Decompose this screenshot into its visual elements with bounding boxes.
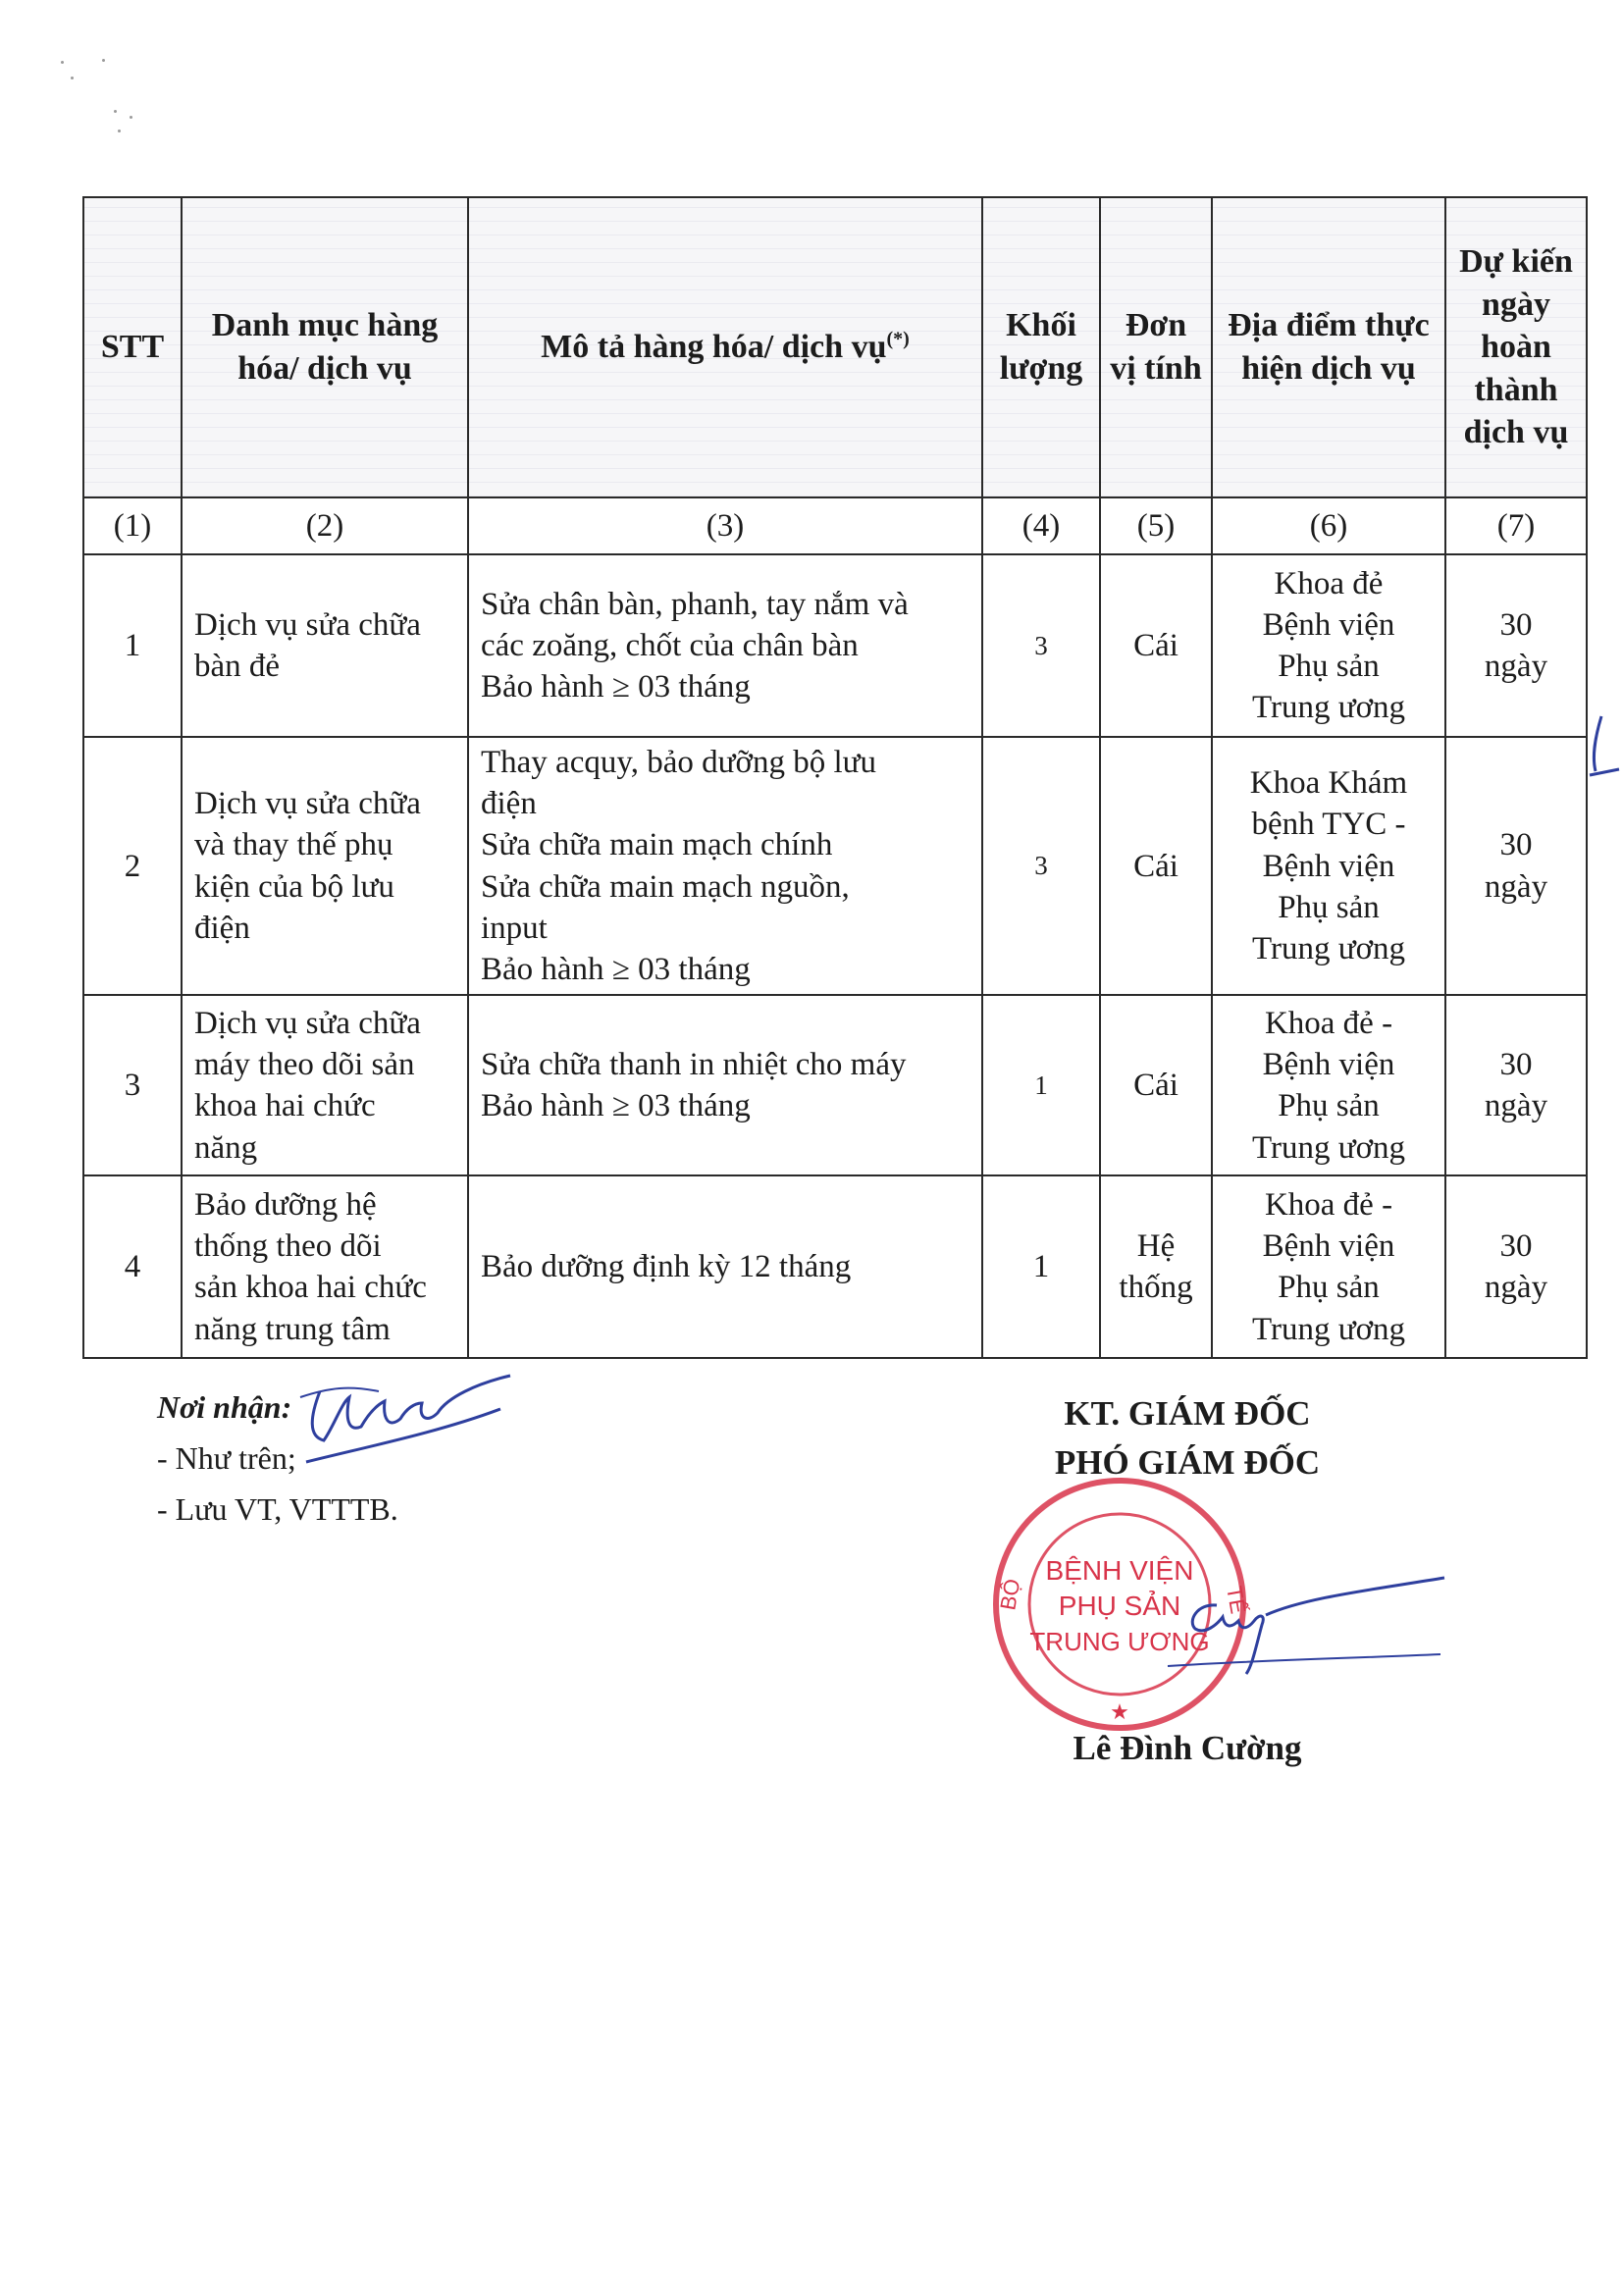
signer-line1: KT. GIÁM ĐỐC	[1064, 1394, 1311, 1433]
column-number: (5)	[1100, 497, 1212, 554]
table-row	[83, 1175, 1587, 1358]
row-stt: 1	[83, 554, 182, 737]
recipient-item: - Như trên;	[157, 1440, 296, 1476]
initials-signature	[290, 1358, 516, 1466]
row-stt: 2	[83, 737, 182, 995]
row-item: Dịch vụ sửa chữa và thay thế phụ kiện của bộ lưu điện	[182, 737, 468, 995]
signer-line2: PHÓ GIÁM ĐỐC	[1054, 1443, 1321, 1482]
row-qty: 1	[982, 1175, 1100, 1358]
column-number: (4)	[982, 497, 1100, 554]
header-unit: Đơn vị tính	[1100, 197, 1212, 497]
table-row	[83, 554, 1587, 737]
handwritten-signature	[1158, 1564, 1452, 1682]
row-deadline: 30 ngày	[1445, 737, 1587, 995]
table-header-row	[83, 197, 1587, 497]
column-number: (2)	[182, 497, 468, 554]
table-row	[83, 737, 1587, 995]
row-deadline: 30 ngày	[1445, 554, 1587, 737]
column-number: (7)	[1445, 497, 1587, 554]
svg-text:BỆNH VIỆN: BỆNH VIỆN	[1045, 1555, 1194, 1586]
column-number-row	[83, 497, 1587, 554]
row-location: Khoa đẻ - Bệnh viện Phụ sản Trung ương	[1212, 1175, 1445, 1358]
header-item: Danh mục hàng hóa/ dịch vụ	[182, 197, 468, 497]
svg-text:PHỤ SẢN: PHỤ SẢN	[1058, 1591, 1181, 1621]
svg-text:TRUNG ƯƠNG: TRUNG ƯƠNG	[1029, 1627, 1210, 1656]
row-unit: Cái	[1100, 737, 1212, 995]
column-number: (6)	[1212, 497, 1445, 554]
header-stt: STT	[83, 197, 182, 497]
row-qty: 1	[982, 995, 1100, 1175]
row-desc: Bảo dưỡng định kỳ 12 tháng	[468, 1175, 982, 1358]
svg-text:BỘ: BỘ	[995, 1577, 1025, 1612]
scan-speck	[71, 77, 74, 79]
row-stt: 4	[83, 1175, 182, 1358]
row-item: Dịch vụ sửa chữa máy theo dõi sản khoa hai chức năng	[182, 995, 468, 1175]
svg-text:TẾ: TẾ	[1222, 1584, 1251, 1616]
recipients-title: Nơi nhận:	[157, 1389, 292, 1425]
scan-speck	[61, 61, 64, 64]
scan-speck	[102, 59, 105, 62]
row-location: Khoa Khám bệnh TYC - Bệnh viện Phụ sản Trung ương	[1212, 737, 1445, 995]
pen-mark	[1582, 706, 1621, 785]
column-number: (3)	[468, 497, 982, 554]
row-desc: Thay acquy, bảo dưỡng bộ lưu điện Sửa chữa main mạch chính Sửa chữa main mạch nguồn, input Bảo hành ≥ 03 tháng	[468, 737, 982, 995]
row-desc: Sửa chân bàn, phanh, tay nắm và các zoăng, chốt của chân bàn Bảo hành ≥ 03 tháng	[468, 554, 982, 737]
table-row	[83, 995, 1587, 1175]
scan-speck	[118, 130, 121, 132]
recipient-item: - Lưu VT, VTTTB.	[157, 1491, 398, 1527]
row-qty: 3	[982, 737, 1100, 995]
svg-text:★: ★	[1110, 1700, 1129, 1725]
row-qty: 3	[982, 554, 1100, 737]
header-deadline: Dự kiến ngày hoàn thành dịch vụ	[1445, 197, 1587, 497]
row-item: Dịch vụ sửa chữa bàn đẻ	[182, 554, 468, 737]
service-table	[82, 196, 1588, 1359]
header-desc: Mô tả hàng hóa/ dịch vụ(*)	[468, 197, 982, 497]
row-location: Khoa đẻ Bệnh viện Phụ sản Trung ương	[1212, 554, 1445, 737]
row-stt: 3	[83, 995, 182, 1175]
row-unit: Cái	[1100, 995, 1212, 1175]
row-unit: Cái	[1100, 554, 1212, 737]
header-qty: Khối lượng	[982, 197, 1100, 497]
scan-speck	[130, 116, 132, 119]
header-location: Địa điểm thực hiện dịch vụ	[1212, 197, 1445, 497]
row-desc: Sửa chữa thanh in nhiệt cho máy Bảo hành ≥ 03 tháng	[468, 995, 982, 1175]
column-number: (1)	[83, 497, 182, 554]
row-location: Khoa đẻ - Bệnh viện Phụ sản Trung ương	[1212, 995, 1445, 1175]
row-unit: Hệ thống	[1100, 1175, 1212, 1358]
row-deadline: 30 ngày	[1445, 1175, 1587, 1358]
row-item: Bảo dưỡng hệ thống theo dõi sản khoa hai chức năng trung tâm	[182, 1175, 468, 1358]
signer-name: Lê Đình Cường	[1073, 1729, 1302, 1767]
scan-speck	[114, 110, 117, 113]
row-deadline: 30 ngày	[1445, 995, 1587, 1175]
